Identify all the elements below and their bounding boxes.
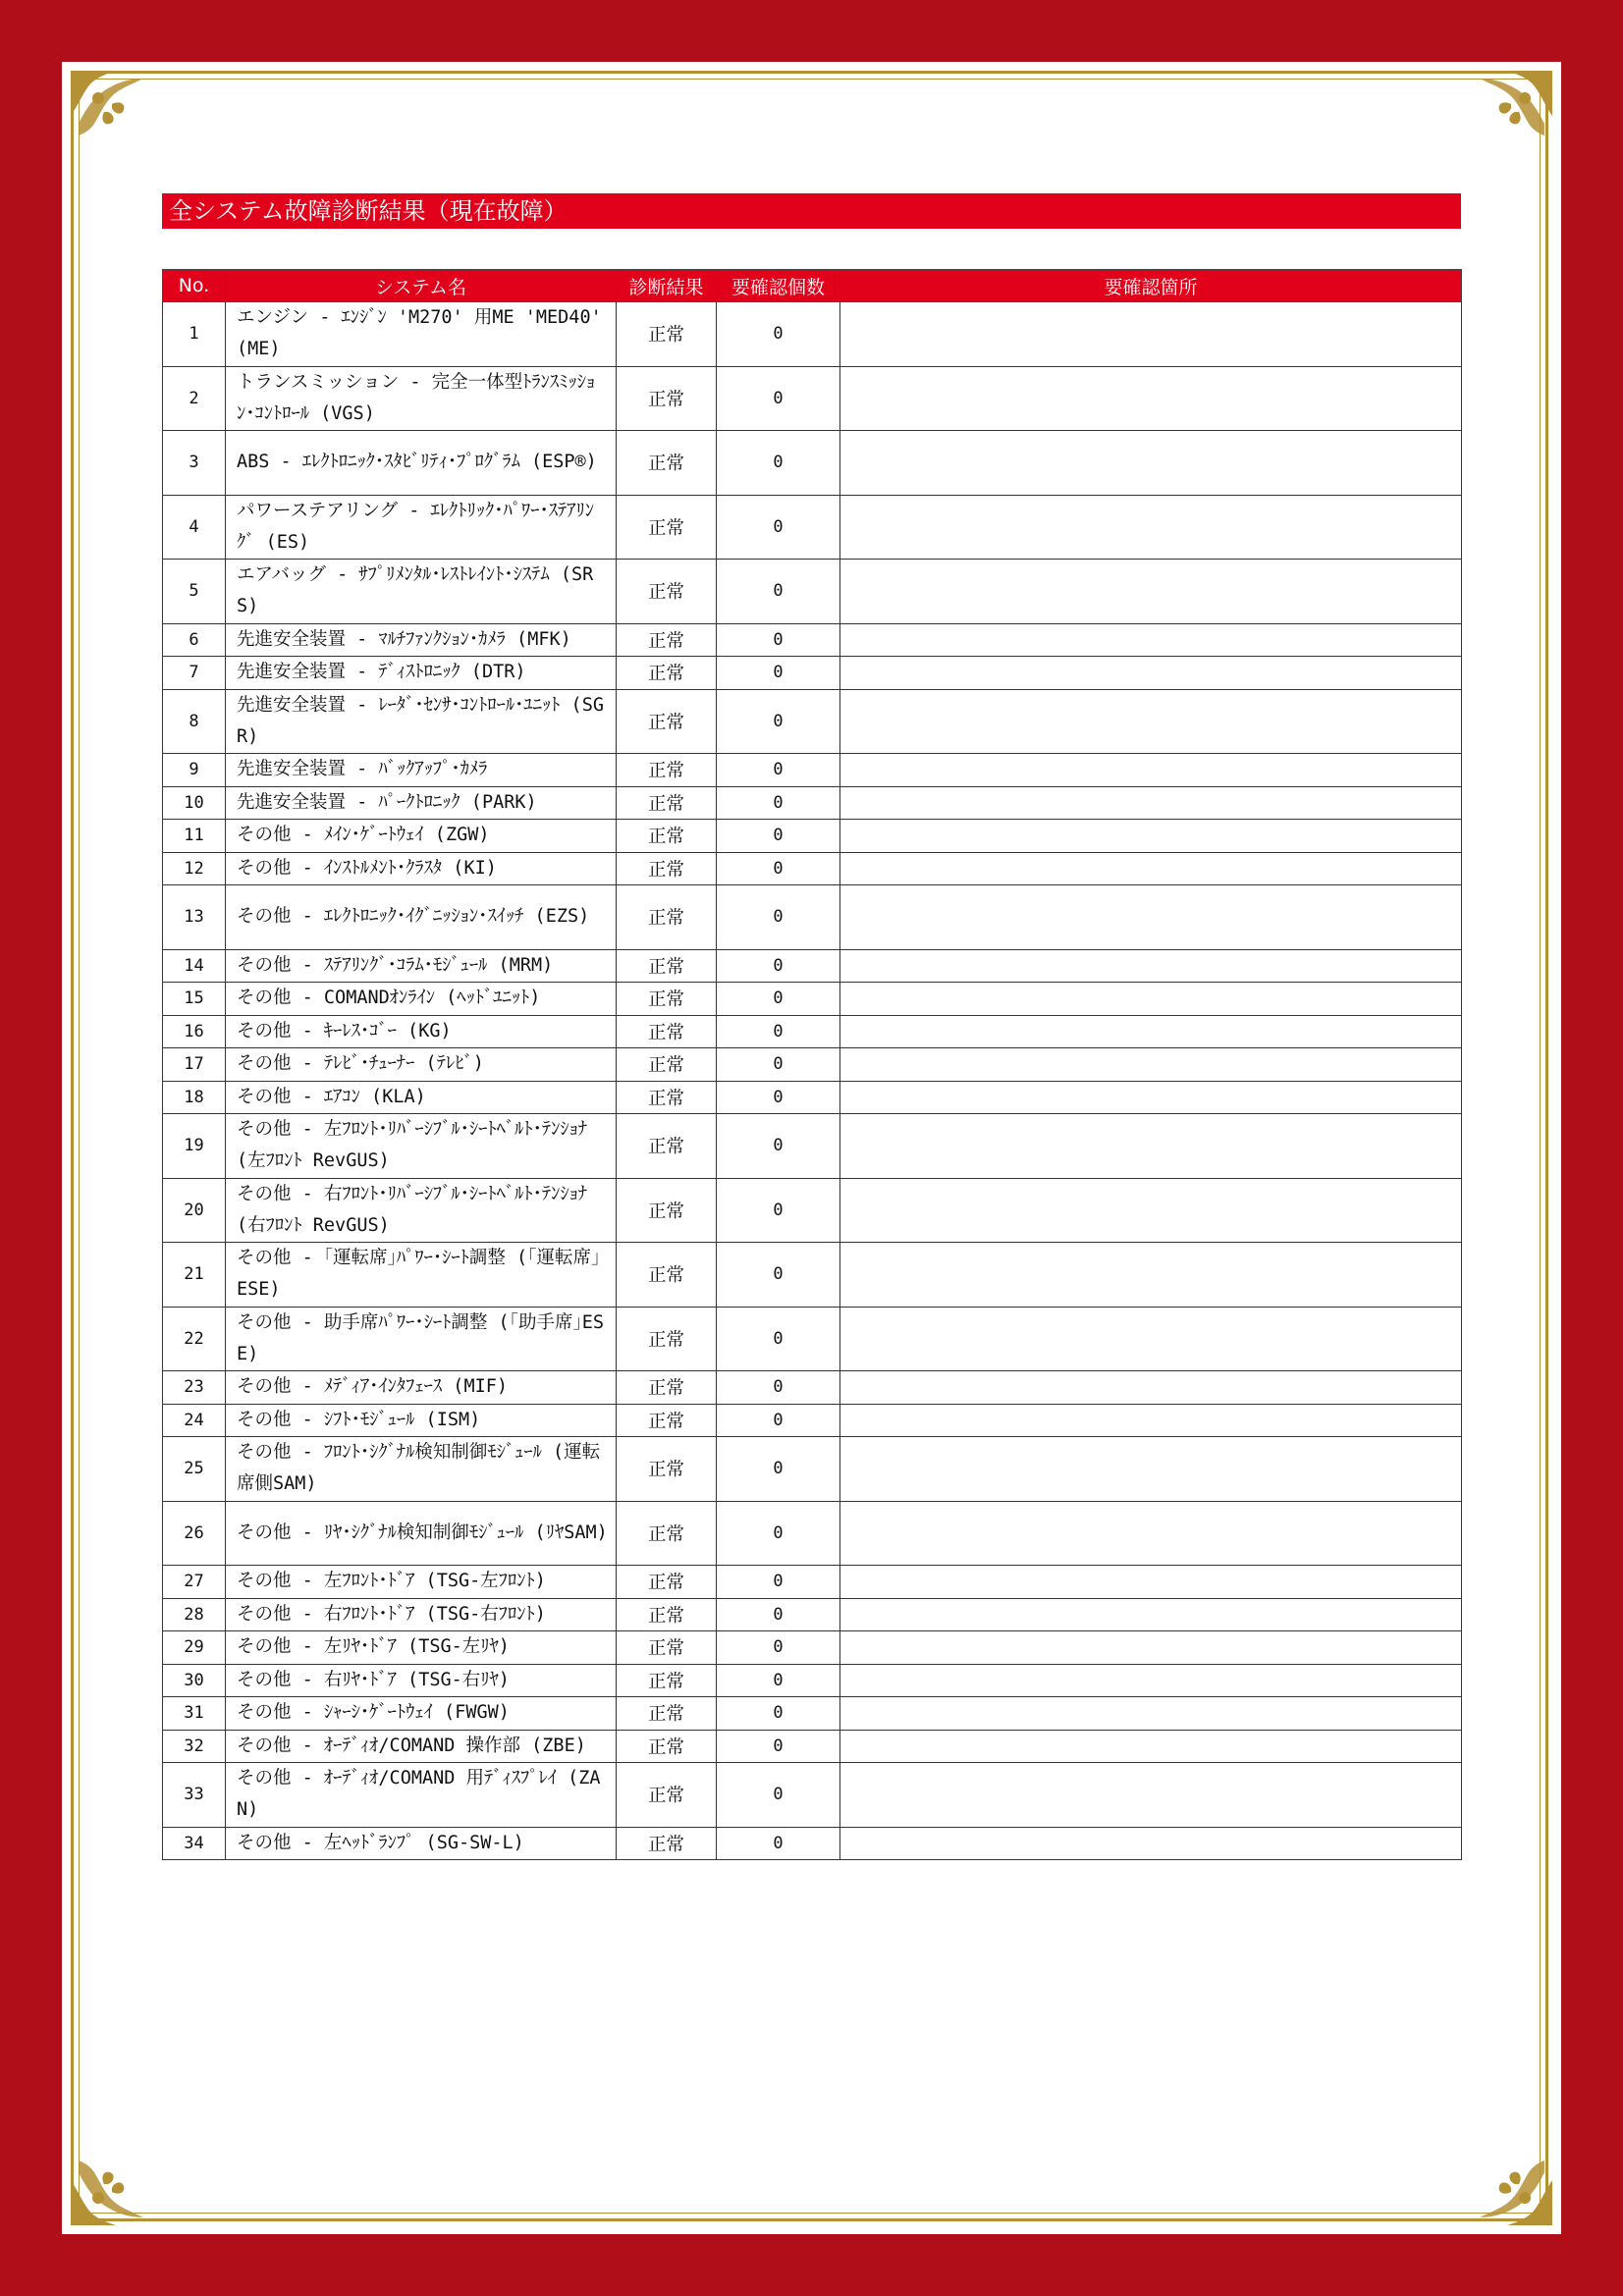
row-count: 0 bbox=[717, 1015, 840, 1048]
row-location bbox=[840, 1048, 1462, 1082]
row-count: 0 bbox=[717, 1697, 840, 1731]
row-no: 2 bbox=[163, 366, 226, 431]
row-result: 正常 bbox=[617, 1664, 717, 1697]
row-no: 34 bbox=[163, 1827, 226, 1860]
row-no: 12 bbox=[163, 852, 226, 885]
table-row bbox=[163, 302, 1462, 367]
row-system-name: その他 - ｴﾚｸﾄﾛﾆｯｸ･ｲｸﾞﾆｯｼｮﾝ･ｽｲｯﾁ (EZS) bbox=[226, 885, 617, 950]
row-result: 正常 bbox=[617, 1371, 717, 1405]
row-no: 16 bbox=[163, 1015, 226, 1048]
row-count: 0 bbox=[717, 885, 840, 950]
row-location bbox=[840, 852, 1462, 885]
row-count: 0 bbox=[717, 623, 840, 657]
row-count: 0 bbox=[717, 495, 840, 560]
row-location bbox=[840, 1404, 1462, 1437]
row-count: 0 bbox=[717, 786, 840, 820]
row-result: 正常 bbox=[617, 302, 717, 367]
row-system-name: 先進安全装置 - ﾚｰﾀﾞ･ｾﾝｻ･ｺﾝﾄﾛｰﾙ･ﾕﾆｯﾄ (SGR) bbox=[226, 689, 617, 754]
table-row bbox=[163, 623, 1462, 657]
row-count: 0 bbox=[717, 1307, 840, 1371]
row-result: 正常 bbox=[617, 366, 717, 431]
table-row bbox=[163, 820, 1462, 853]
row-system-name: その他 - 左ﾌﾛﾝﾄ･ﾄﾞｱ (TSG-左ﾌﾛﾝﾄ) bbox=[226, 1566, 617, 1599]
row-system-name: トランスミッション - 完全一体型ﾄﾗﾝｽﾐｯｼｮﾝ･ｺﾝﾄﾛｰﾙ (VGS) bbox=[226, 366, 617, 431]
row-count: 0 bbox=[717, 949, 840, 983]
row-no: 30 bbox=[163, 1664, 226, 1697]
row-count: 0 bbox=[717, 431, 840, 496]
row-no: 11 bbox=[163, 820, 226, 853]
row-location bbox=[840, 1763, 1462, 1828]
table-row bbox=[163, 560, 1462, 624]
corner-ornament-icon bbox=[65, 65, 155, 155]
row-system-name: 先進安全装置 - ﾃﾞｨｽﾄﾛﾆｯｸ (DTR) bbox=[226, 657, 617, 690]
row-count: 0 bbox=[717, 1631, 840, 1665]
table-row bbox=[163, 1697, 1462, 1731]
row-count: 0 bbox=[717, 754, 840, 787]
table-row bbox=[163, 1566, 1462, 1599]
row-count: 0 bbox=[717, 1371, 840, 1405]
row-result: 正常 bbox=[617, 852, 717, 885]
row-location bbox=[840, 949, 1462, 983]
row-location bbox=[840, 1566, 1462, 1599]
row-location bbox=[840, 657, 1462, 690]
row-count: 0 bbox=[717, 1566, 840, 1599]
row-system-name: 先進安全装置 - ﾏﾙﾁﾌｧﾝｸｼｮﾝ･ｶﾒﾗ (MFK) bbox=[226, 623, 617, 657]
row-location bbox=[840, 1307, 1462, 1371]
row-count: 0 bbox=[717, 302, 840, 367]
row-result: 正常 bbox=[617, 495, 717, 560]
table-row bbox=[163, 1501, 1462, 1566]
header-no: No. bbox=[163, 270, 226, 302]
row-no: 20 bbox=[163, 1178, 226, 1243]
row-count: 0 bbox=[717, 1404, 840, 1437]
row-result: 正常 bbox=[617, 1566, 717, 1599]
row-location bbox=[840, 366, 1462, 431]
row-result: 正常 bbox=[617, 560, 717, 624]
row-count: 0 bbox=[717, 1763, 840, 1828]
row-system-name: その他 - ﾃﾚﾋﾞ･ﾁｭｰﾅｰ (ﾃﾚﾋﾞ) bbox=[226, 1048, 617, 1082]
row-result: 正常 bbox=[617, 983, 717, 1016]
row-location bbox=[840, 495, 1462, 560]
table-row bbox=[163, 366, 1462, 431]
row-location bbox=[840, 431, 1462, 496]
row-result: 正常 bbox=[617, 1501, 717, 1566]
header-system-name: システム名 bbox=[226, 270, 617, 302]
row-system-name: その他 - 左ﾌﾛﾝﾄ･ﾘﾊﾞｰｼﾌﾞﾙ･ｼｰﾄﾍﾞﾙﾄ･ﾃﾝｼｮﾅ (左ﾌﾛﾝﾄ RevGUS) bbox=[226, 1114, 617, 1179]
row-system-name: その他 - ｢運転席｣ﾊﾟﾜｰ･ｼｰﾄ調整 (｢運転席｣ESE) bbox=[226, 1243, 617, 1308]
table-row bbox=[163, 1243, 1462, 1308]
row-system-name: その他 - ｷｰﾚｽ･ｺﾞｰ (KG) bbox=[226, 1015, 617, 1048]
row-system-name: その他 - 右ﾌﾛﾝﾄ･ﾄﾞｱ (TSG-右ﾌﾛﾝﾄ) bbox=[226, 1598, 617, 1631]
table-row bbox=[163, 1081, 1462, 1114]
row-result: 正常 bbox=[617, 1048, 717, 1082]
table-body bbox=[163, 302, 1462, 1860]
row-no: 5 bbox=[163, 560, 226, 624]
row-no: 6 bbox=[163, 623, 226, 657]
row-location bbox=[840, 1501, 1462, 1566]
row-no: 3 bbox=[163, 431, 226, 496]
row-count: 0 bbox=[717, 560, 840, 624]
header-result: 診断結果 bbox=[617, 270, 717, 302]
row-result: 正常 bbox=[617, 885, 717, 950]
row-location bbox=[840, 302, 1462, 367]
row-location bbox=[840, 1730, 1462, 1763]
row-no: 21 bbox=[163, 1243, 226, 1308]
row-system-name: エアバッグ - ｻﾌﾟﾘﾒﾝﾀﾙ･ﾚｽﾄﾚｲﾝﾄ･ｼｽﾃﾑ (SRS) bbox=[226, 560, 617, 624]
header-count: 要確認個数 bbox=[717, 270, 840, 302]
row-system-name: その他 - 左ﾘﾔ･ﾄﾞｱ (TSG-左ﾘﾔ) bbox=[226, 1631, 617, 1665]
row-system-name: その他 - ﾒｲﾝ･ｹﾞｰﾄｳｪｲ (ZGW) bbox=[226, 820, 617, 853]
row-result: 正常 bbox=[617, 1404, 717, 1437]
row-result: 正常 bbox=[617, 1015, 717, 1048]
row-location bbox=[840, 1664, 1462, 1697]
corner-ornament-icon bbox=[1468, 65, 1558, 155]
row-count: 0 bbox=[717, 1114, 840, 1179]
table-row bbox=[163, 1631, 1462, 1665]
row-no: 33 bbox=[163, 1763, 226, 1828]
corner-ornament-icon bbox=[1468, 2141, 1558, 2231]
row-result: 正常 bbox=[617, 1763, 717, 1828]
row-no: 26 bbox=[163, 1501, 226, 1566]
row-location bbox=[840, 1697, 1462, 1731]
row-result: 正常 bbox=[617, 1437, 717, 1502]
row-count: 0 bbox=[717, 1081, 840, 1114]
row-count: 0 bbox=[717, 1598, 840, 1631]
table-row bbox=[163, 1307, 1462, 1371]
row-count: 0 bbox=[717, 1664, 840, 1697]
row-system-name: その他 - 右ﾌﾛﾝﾄ･ﾘﾊﾞｰｼﾌﾞﾙ･ｼｰﾄﾍﾞﾙﾄ･ﾃﾝｼｮﾅ (右ﾌﾛﾝﾄ RevGUS) bbox=[226, 1178, 617, 1243]
row-no: 31 bbox=[163, 1697, 226, 1731]
row-system-name: その他 - ｵｰﾃﾞｨｵ/COMAND 操作部 (ZBE) bbox=[226, 1730, 617, 1763]
corner-ornament-icon bbox=[65, 2141, 155, 2231]
row-system-name: その他 - ｵｰﾃﾞｨｵ/COMAND 用ﾃﾞｨｽﾌﾟﾚｲ (ZAN) bbox=[226, 1763, 617, 1828]
header-location: 要確認箇所 bbox=[840, 270, 1462, 302]
row-location bbox=[840, 885, 1462, 950]
row-system-name: エンジン - ｴﾝｼﾞﾝ 'M270' 用ME 'MED40' (ME) bbox=[226, 302, 617, 367]
row-result: 正常 bbox=[617, 657, 717, 690]
row-location bbox=[840, 786, 1462, 820]
row-location bbox=[840, 1631, 1462, 1665]
row-location bbox=[840, 1081, 1462, 1114]
row-system-name: その他 - 右ﾘﾔ･ﾄﾞｱ (TSG-右ﾘﾔ) bbox=[226, 1664, 617, 1697]
row-location bbox=[840, 1178, 1462, 1243]
row-location bbox=[840, 754, 1462, 787]
row-no: 27 bbox=[163, 1566, 226, 1599]
row-system-name: その他 - ﾒﾃﾞｨｱ･ｲﾝﾀﾌｪｰｽ (MIF) bbox=[226, 1371, 617, 1405]
row-result: 正常 bbox=[617, 623, 717, 657]
row-result: 正常 bbox=[617, 786, 717, 820]
row-location bbox=[840, 560, 1462, 624]
table-row bbox=[163, 983, 1462, 1016]
table-row bbox=[163, 1178, 1462, 1243]
row-count: 0 bbox=[717, 820, 840, 853]
table-row bbox=[163, 1598, 1462, 1631]
row-no: 19 bbox=[163, 1114, 226, 1179]
row-location bbox=[840, 1598, 1462, 1631]
table-row bbox=[163, 1371, 1462, 1405]
table-row bbox=[163, 1730, 1462, 1763]
row-system-name: その他 - 左ﾍｯﾄﾞﾗﾝﾌﾟ (SG-SW-L) bbox=[226, 1827, 617, 1860]
row-result: 正常 bbox=[617, 1178, 717, 1243]
row-count: 0 bbox=[717, 1178, 840, 1243]
table-row bbox=[163, 1664, 1462, 1697]
row-result: 正常 bbox=[617, 1827, 717, 1860]
row-system-name: 先進安全装置 - ﾊﾞｯｸｱｯﾌﾟ･ｶﾒﾗ bbox=[226, 754, 617, 787]
row-location bbox=[840, 1015, 1462, 1048]
table-row bbox=[163, 1763, 1462, 1828]
row-count: 0 bbox=[717, 657, 840, 690]
row-no: 29 bbox=[163, 1631, 226, 1665]
row-result: 正常 bbox=[617, 949, 717, 983]
row-no: 28 bbox=[163, 1598, 226, 1631]
row-system-name: その他 - ｽﾃｱﾘﾝｸﾞ･ｺﾗﾑ･ﾓｼﾞｭｰﾙ (MRM) bbox=[226, 949, 617, 983]
row-count: 0 bbox=[717, 366, 840, 431]
row-no: 4 bbox=[163, 495, 226, 560]
row-system-name: その他 - ｼｬｰｼ･ｹﾞｰﾄｳｪｲ (FWGW) bbox=[226, 1697, 617, 1731]
row-no: 17 bbox=[163, 1048, 226, 1082]
row-system-name: その他 - ﾘﾔ･ｼｸﾞﾅﾙ検知制御ﾓｼﾞｭｰﾙ (ﾘﾔSAM) bbox=[226, 1501, 617, 1566]
row-location bbox=[840, 689, 1462, 754]
table-row bbox=[163, 949, 1462, 983]
row-result: 正常 bbox=[617, 1631, 717, 1665]
row-system-name: ABS - ｴﾚｸﾄﾛﾆｯｸ･ｽﾀﾋﾞﾘﾃｨ･ﾌﾟﾛｸﾞﾗﾑ (ESP®) bbox=[226, 431, 617, 496]
row-location bbox=[840, 1371, 1462, 1405]
row-result: 正常 bbox=[617, 1081, 717, 1114]
row-system-name: パワーステアリング - ｴﾚｸﾄﾘｯｸ･ﾊﾟﾜｰ･ｽﾃｱﾘﾝｸﾞ (ES) bbox=[226, 495, 617, 560]
row-result: 正常 bbox=[617, 1114, 717, 1179]
row-no: 10 bbox=[163, 786, 226, 820]
row-count: 0 bbox=[717, 983, 840, 1016]
table-row bbox=[163, 786, 1462, 820]
row-result: 正常 bbox=[617, 754, 717, 787]
row-system-name: その他 - ｴｱｺﾝ (KLA) bbox=[226, 1081, 617, 1114]
table-row bbox=[163, 754, 1462, 787]
table-row bbox=[163, 431, 1462, 496]
row-no: 9 bbox=[163, 754, 226, 787]
row-system-name: その他 - ﾌﾛﾝﾄ･ｼｸﾞﾅﾙ検知制御ﾓｼﾞｭｰﾙ (運転席側SAM) bbox=[226, 1437, 617, 1502]
row-result: 正常 bbox=[617, 1697, 717, 1731]
table-row bbox=[163, 1827, 1462, 1860]
row-system-name: 先進安全装置 - ﾊﾟｰｸﾄﾛﾆｯｸ (PARK) bbox=[226, 786, 617, 820]
row-location bbox=[840, 1243, 1462, 1308]
row-system-name: その他 - ｼﾌﾄ･ﾓｼﾞｭｰﾙ (ISM) bbox=[226, 1404, 617, 1437]
table-row bbox=[163, 657, 1462, 690]
row-count: 0 bbox=[717, 1730, 840, 1763]
table-row bbox=[163, 1015, 1462, 1048]
row-count: 0 bbox=[717, 1501, 840, 1566]
table-row bbox=[163, 885, 1462, 950]
row-result: 正常 bbox=[617, 1243, 717, 1308]
row-no: 13 bbox=[163, 885, 226, 950]
row-no: 25 bbox=[163, 1437, 226, 1502]
table-row bbox=[163, 689, 1462, 754]
row-no: 23 bbox=[163, 1371, 226, 1405]
row-no: 7 bbox=[163, 657, 226, 690]
row-no: 15 bbox=[163, 983, 226, 1016]
row-count: 0 bbox=[717, 1437, 840, 1502]
diagnosis-table bbox=[162, 269, 1462, 1860]
row-count: 0 bbox=[717, 1827, 840, 1860]
row-no: 32 bbox=[163, 1730, 226, 1763]
row-no: 24 bbox=[163, 1404, 226, 1437]
row-system-name: その他 - ｲﾝｽﾄﾙﾒﾝﾄ･ｸﾗｽﾀ (KI) bbox=[226, 852, 617, 885]
row-result: 正常 bbox=[617, 1307, 717, 1371]
row-count: 0 bbox=[717, 689, 840, 754]
row-count: 0 bbox=[717, 852, 840, 885]
table-header-row bbox=[163, 270, 1462, 302]
row-location bbox=[840, 623, 1462, 657]
table-row bbox=[163, 495, 1462, 560]
table-row bbox=[163, 1437, 1462, 1502]
row-location bbox=[840, 1437, 1462, 1502]
row-location bbox=[840, 820, 1462, 853]
row-result: 正常 bbox=[617, 1598, 717, 1631]
row-count: 0 bbox=[717, 1243, 840, 1308]
row-result: 正常 bbox=[617, 820, 717, 853]
row-result: 正常 bbox=[617, 1730, 717, 1763]
page-title: 全システム故障診断結果（現在故障） bbox=[162, 193, 1461, 229]
row-no: 1 bbox=[163, 302, 226, 367]
table-row bbox=[163, 852, 1462, 885]
row-system-name: その他 - 助手席ﾊﾟﾜｰ･ｼｰﾄ調整 (｢助手席｣ESE) bbox=[226, 1307, 617, 1371]
row-count: 0 bbox=[717, 1048, 840, 1082]
row-result: 正常 bbox=[617, 431, 717, 496]
row-no: 18 bbox=[163, 1081, 226, 1114]
row-location bbox=[840, 1114, 1462, 1179]
row-location bbox=[840, 1827, 1462, 1860]
row-no: 8 bbox=[163, 689, 226, 754]
row-no: 22 bbox=[163, 1307, 226, 1371]
table-row bbox=[163, 1048, 1462, 1082]
table-row bbox=[163, 1404, 1462, 1437]
row-result: 正常 bbox=[617, 689, 717, 754]
table-row bbox=[163, 1114, 1462, 1179]
row-system-name: その他 - COMANDｵﾝﾗｲﾝ (ﾍｯﾄﾞﾕﾆｯﾄ) bbox=[226, 983, 617, 1016]
row-no: 14 bbox=[163, 949, 226, 983]
row-location bbox=[840, 983, 1462, 1016]
